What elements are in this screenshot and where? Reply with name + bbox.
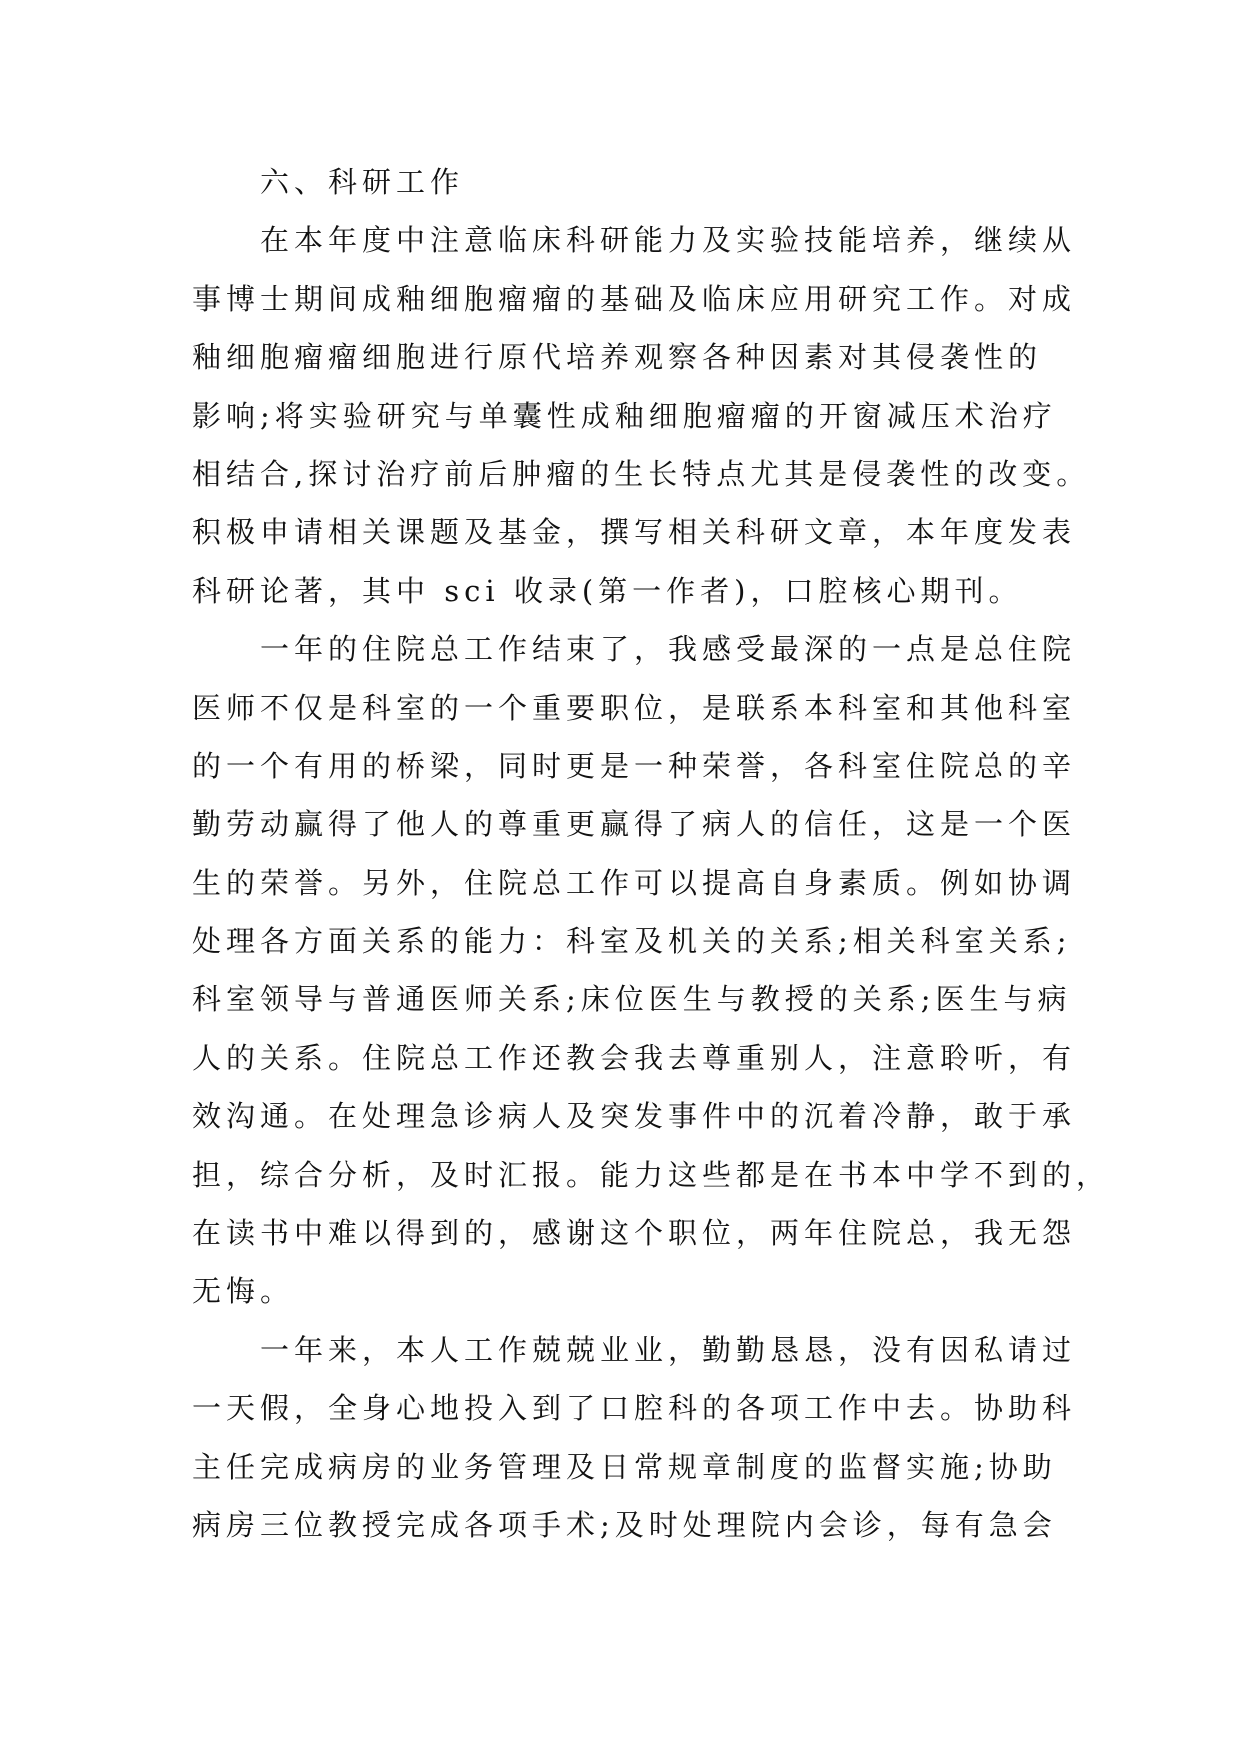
text-line: 生的荣誉。另外，住院总工作可以提高自身素质。例如协调 [192,865,1077,900]
text-line: 勤劳动赢得了他人的尊重更赢得了病人的信任，这是一个医 [192,807,1077,842]
section-heading: 六、科研工作 [260,165,465,199]
text-line: 影响;将实验研究与单囊性成釉细胞瘤瘤的开窗减压术治疗 [192,398,1057,433]
text-line: 积极申请相关课题及基金，撰写相关科研文章，本年度发表 [192,515,1077,550]
text-line: 事博士期间成釉细胞瘤瘤的基础及临床应用研究工作。对成 [192,281,1077,316]
text-line: 主任完成病房的业务管理及日常规章制度的监督实施;协助 [192,1449,1057,1484]
text-line: 科室领导与普通医师关系;床位医生与教授的关系;医生与病 [192,982,1072,1017]
text-line: 的一个有用的桥梁，同时更是一种荣誉，各科室住院总的辛 [192,748,1077,783]
text-line: 在本年度中注意临床科研能力及实验技能培养，继续从 [260,223,1077,258]
text-line: 效沟通。在处理急诊病人及突发事件中的沉着冷静，敢于承 [192,1099,1077,1134]
text-line: 处理各方面关系的能力：科室及机关的关系;相关科室关系; [192,924,1072,959]
text-line: 一天假，全身心地投入到了口腔科的各项工作中去。协助科 [192,1391,1077,1426]
text-line: 一年来，本人工作兢兢业业，勤勤恳恳，没有因私请过 [260,1332,1077,1367]
text-line: 无悔。 [192,1274,295,1309]
text-line: 担，综合分析，及时汇报。能力这些都是在书本中学不到的， [192,1157,1111,1192]
document-body [192,153,1111,1554]
text-line: 人的关系。住院总工作还教会我去尊重别人，注意聆听，有 [192,1040,1077,1075]
text-line: 一年的住院总工作结束了，我感受最深的一点是总住院 [260,632,1077,667]
text-line: 病房三位教授完成各项手术;及时处理院内会诊，每有急会 [192,1507,1057,1542]
text-line: 相结合,探讨治疗前后肿瘤的生长特点尤其是侵袭性的改变。 [192,456,1091,491]
text-line: 医师不仅是科室的一个重要职位，是联系本科室和其他科室 [192,690,1077,725]
text-line: 釉细胞瘤瘤细胞进行原代培养观察各种因素对其侵袭性的 [192,340,1043,375]
text-line: 在读书中难以得到的，感谢这个职位，两年住院总，我无怨 [192,1216,1077,1251]
text-line: 科研论著，其中 sci 收录(第一作者)，口腔核心期刊。 [192,573,1023,608]
